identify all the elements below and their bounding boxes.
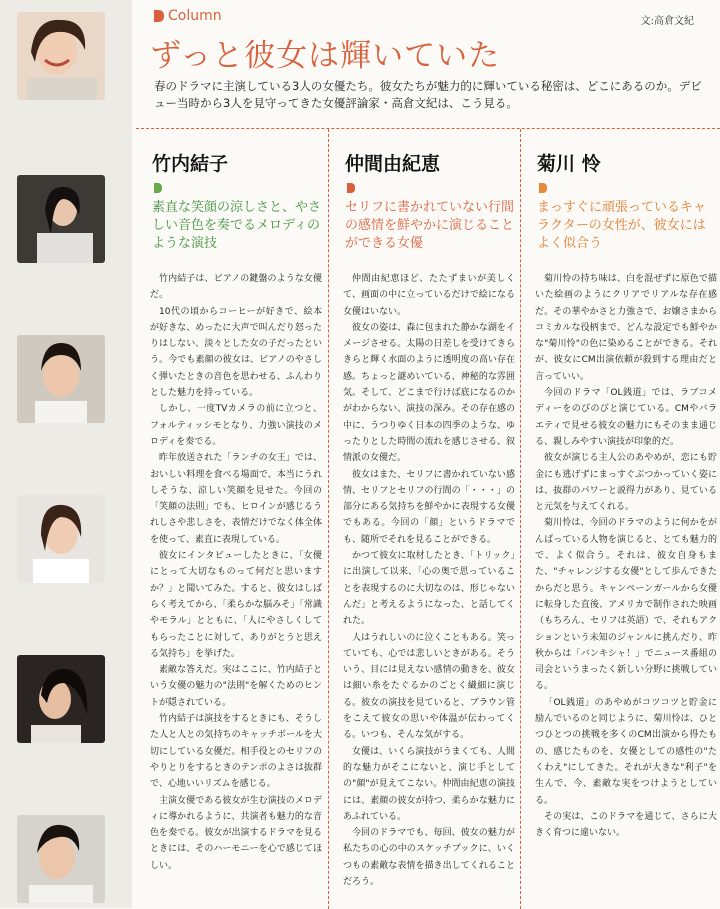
article-title: ずっと彼女は輝いていた [150, 38, 501, 74]
b-marker-icon [347, 183, 355, 193]
b-marker-icon [154, 10, 164, 22]
column-body [150, 271, 322, 874]
body-paragraph: 彼女にインタビューしたときに、「女優にとって大切なものって何だと思いますか？」と聞いてみた。すると、彼女はしばらく考えてから、「柔らかな脳みそ」「常識やモラル」とともに、「人にやさしくしてもらったことに対して、ありがとうと思える気持ち」を挙げた。 [150, 551, 322, 659]
section-label-text: Column [168, 8, 222, 24]
body-paragraph: 彼女が演じる主人公のあやめが、恋にも貯金にも逃げずにまっすぐぶつかっていく姿には、抜群のパワーと説得力があり、見ていると元気を与えてくれる。 [535, 453, 717, 513]
body-paragraph: 彼女の姿は、森に包まれた静かな湖をイメージさせる。太陽の日差しを受けてきらきらと輝く水面のように透明度の高い存在感。ちょっと謎めいている、神秘的な雰囲気。そして、どこまで行けば底になるのかがわからない、演技の深み。その存在感の中に、うつりゆく日本の四季のような、ゆったりとした時間の流れを感じさせる、叙情派の女優だ。 [343, 322, 515, 464]
actress-name: 仲間由紀恵 [345, 153, 441, 175]
photo-woman-profile [17, 655, 105, 743]
section-label [154, 8, 222, 24]
body-paragraph: 菊川怜の持ち味は、白を混ぜずに原色で描いた絵画のようにクリアでリアルな存在感だ。その華やかさと力強さで、お嬢さまからコミカルな役柄まで、どんな設定でも鮮やかな"菊川怜"の色に染めることができる。それが、彼女にCM出演依頼が殺到する理由だと言っていい。 [535, 274, 717, 382]
column-nakama [328, 129, 519, 909]
actress-name: 菊川 怜 [537, 153, 601, 175]
body-paragraph: 竹内結子は演技をするときにも、そうした人と人との気持ちのキャッチボールを大切にしている女優だ。相手役とのセリフのやりとりをするときのテンポのよさは抜群で、心地いいリズムを感じる。 [150, 714, 322, 790]
body-paragraph: 昨年放送された「ランチの女王」では、おいしい料理を食べる場面で、本当にうれしそうな、涼しい笑顔を見せた。今回の「笑顔の法則」でも、ヒロインが感じるうれしさや悲しさを、表情だけでなく体全体を使って、素直に表現している。 [150, 453, 322, 545]
body-paragraph: しかし、一度TVカメラの前に立つと、フォルティッシモとなり、力強い演技のメロディを奏でる。 [150, 404, 322, 447]
body-paragraph: 今回のドラマ「OL銭道」では、ラブコメディーをのびのびと演じている。CMやバラエティで見せる彼女の魅力にもそのまま通じる、親しみやすい演技が印象的だ。 [535, 388, 717, 447]
columns-grid [136, 128, 720, 909]
lead-paragraph: 春のドラマに主演している3人の女優たち。彼女たちが魅力的に輝いている秘密は、どこにあるのか。デビュー当時から3人を見守ってきた女優評論家・高倉文紀は、こう見る。 [154, 79, 702, 110]
photo-woman-portrait [17, 335, 105, 423]
column-body [535, 271, 717, 841]
photo-woman-side-glance [17, 495, 105, 583]
body-paragraph: 菊川怜は、今回のドラマのように何かをがんばっている人物を演じると、とても魅力的で、よく似合う。それは、彼女自身もまた、"チャレンジする女優"として歩んできたからだと思う。キャンペーンガールから女優に転身した直後、アメリカで制作された映画（もちろん、セリフは英語）で、それもアクションという未知のジャンルに挑んだり、昨秋からは「バンキシャ！」でニュース番組の司会というまったく新しい分野に挑戦している。 [535, 518, 717, 692]
body-paragraph: 素敵な答えだ。実はここに、竹内結子という女優の魅力の"法則"を解くためのヒントが隠されている。 [150, 665, 322, 708]
actress-name: 竹内結子 [152, 153, 229, 175]
column-body [343, 271, 515, 890]
body-paragraph: 彼女はまた、セリフに書かれていない感情、セリフとセリフの行間の「・・・」の部分にある気持ちを鮮やかに表現する女優でもある。今回の「顔」というドラマでも、随所でそれを見ることができる。 [343, 469, 515, 545]
actress-tagline: まっすぐに頑張っているキャラクターの女性が、彼女にはよく似合う [537, 200, 707, 251]
actress-tagline: 素直な笑顔の涼しさと、やさしい音色を奏でるメロディのような演技 [152, 200, 322, 251]
actress-tagline: セリフに書かれていない行間の感情を鮮やかに演じることができる女優 [345, 200, 515, 251]
photo-woman-closeup [17, 815, 105, 903]
body-paragraph: その実は、このドラマを通じて、さらに大きく育つに違いない。 [535, 811, 717, 839]
body-paragraph: 人はうれしいのに泣くこともある。笑っていても、心では悲しいときがある。そういう、目には見えない感情の動きを、彼女は細い糸をたぐるかのごとく繊細に演じる。彼女の演技を見ていると、ブラウン管をこえて彼女の思いや体温が伝わってくる。いつも、そんな気がする。 [343, 632, 515, 741]
b-marker-icon [154, 183, 162, 193]
body-paragraph: 女優は、いくら演技がうまくても、人間的な魅力がそこにないと、演じ手としての"顔"が見えてこない。仲間由紀恵の演技には、素顔の彼女が持つ、柔らかな魅力にあふれている。 [343, 746, 515, 822]
body-paragraph: 仲間由紀恵ほど、たたずまいが美しくて、画面の中に立っているだけで絵になる女優はいない。 [343, 274, 515, 317]
b-marker-icon [539, 183, 547, 193]
photo-strip [0, 0, 132, 908]
body-paragraph: 今回のドラマでも、毎回、彼女の魅力が私たちの心の中のスケッチブックに、いくつもの素敵な表情を描き出してくれることだろう。 [343, 828, 515, 887]
body-paragraph: かつて彼女に取材したとき、「トリック」に出演して以来、「心の奥で思っていることを表現するのに大切なのは、形じゃないんだ」と考えるようになった、と話してくれた。 [343, 551, 515, 627]
body-paragraph: 主演女優である彼女が生む演技のメロディに導かれるように、共演者も魅力的な音色を奏でる。彼女が出演するドラマを見るときには、そのハーモニーを心で感じてほしい。 [150, 795, 322, 871]
body-paragraph: 10代の頃からコーヒーが好きで、絵本が好きな、めったに大声で叫んだり怒ったりはしない、淡々とした女の子だったという。今でも素顔の彼女は、ピアノのやさしく弾いたときの音色を思わせる、ふんわりとした魅力を持っている。 [150, 306, 322, 399]
column-kikukawa [520, 129, 720, 909]
body-paragraph: 竹内結子は、ピアノの鍵盤のような女優だ。 [150, 274, 322, 301]
photo-smiling-woman [17, 12, 105, 100]
byline: 文:高倉文紀 [640, 16, 694, 27]
photo-woman-looking-down [17, 175, 105, 263]
column-takeuchi [136, 129, 326, 909]
body-paragraph: 「OL銭道」のあやめがコツコツと貯金に励んでいるのと同じように、菊川怜は、ひとつひとつの挑戦を多くのCM出演から得たもの、感じたものを、女優としての感性の"たくわえ"にしてきた。それが大きな"利子"を生んで、今、素敵な実をつけようとしている。 [535, 697, 717, 806]
